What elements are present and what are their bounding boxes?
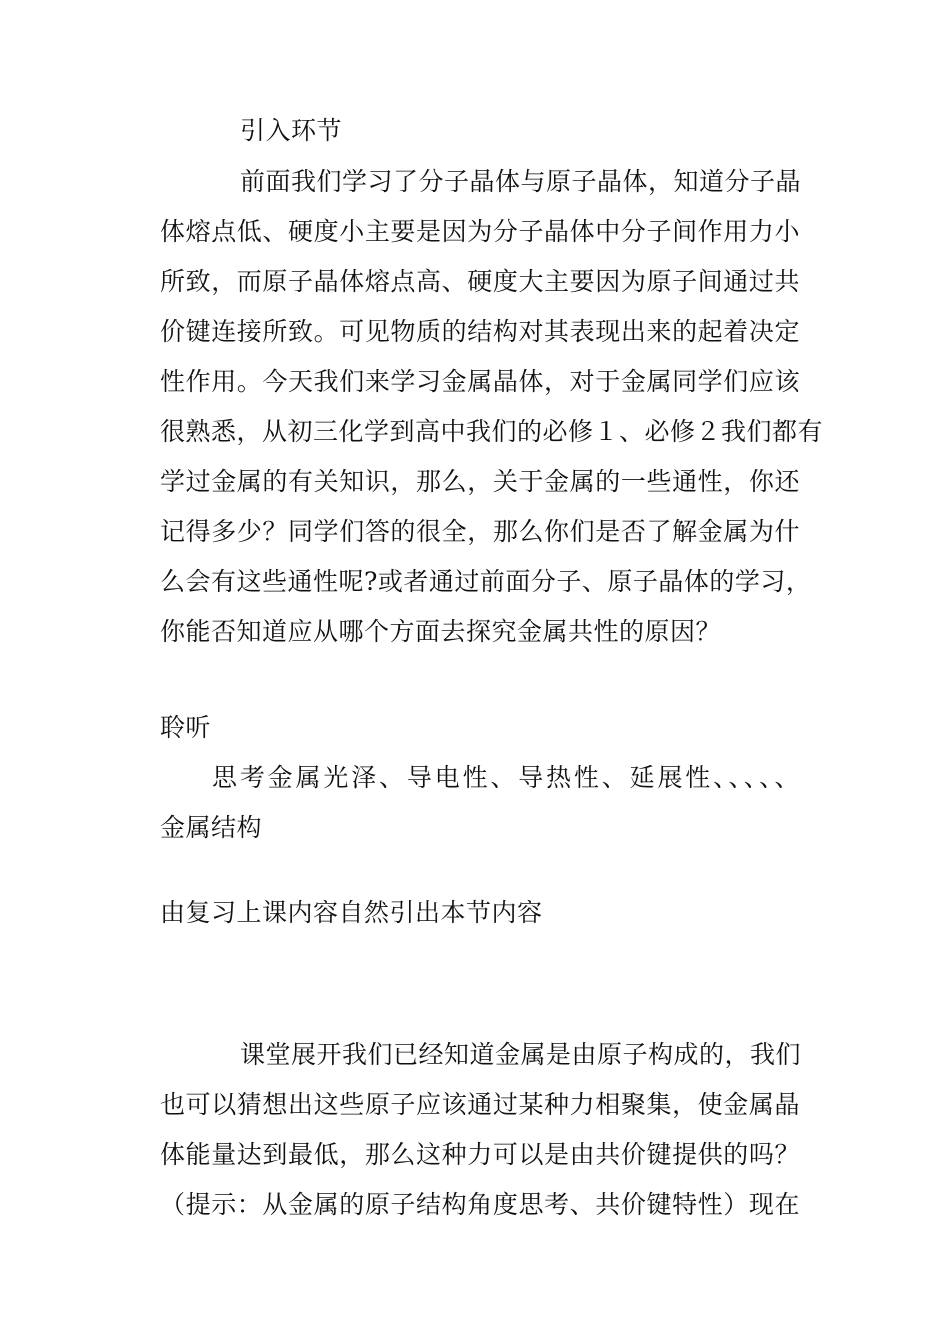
intro-line: 所致，而原子晶体熔点高、硬度大主要因为原子间通过共 bbox=[160, 267, 800, 296]
intro-line: 你能否知道应从哪个方面去探究金属共性的原因？ bbox=[160, 617, 722, 646]
think-line: 思考金属光泽、导电性、导热性、延展性、、、、、 bbox=[212, 763, 800, 792]
listen-label: 聆听 bbox=[160, 713, 212, 742]
intro-line: 价键连接所致。可见物质的结构对其表现出来的起着决定 bbox=[160, 317, 800, 346]
class-paragraph bbox=[160, 1030, 800, 1230]
review-note: 由复习上课内容自然引出本节内容 bbox=[160, 898, 543, 927]
listen-block bbox=[160, 703, 800, 753]
section-heading: 引入环节 bbox=[240, 116, 343, 145]
intro-line: 学过金属的有关知识，那么，关于金属的一些通性，你还 bbox=[160, 467, 800, 496]
class-line: 课堂展开我们已经知道金属是由原子构成的，我们 bbox=[240, 1040, 802, 1069]
intro-line: 前面我们学习了分子晶体与原子晶体，知道分子晶 bbox=[240, 167, 802, 196]
class-line: 也可以猜想出这些原子应该通过某种力相聚集，使金属晶 bbox=[160, 1090, 800, 1119]
review-note-block bbox=[160, 888, 800, 938]
think-line: 金属结构 bbox=[160, 813, 263, 842]
class-line: （提示：从金属的原子结构角度思考、共价键特性）现在 bbox=[160, 1190, 800, 1219]
class-line: 体能量达到最低，那么这种力可以是由共价键提供的吗？ bbox=[160, 1140, 800, 1169]
intro-line: 性作用。今天我们来学习金属晶体，对于金属同学们应该 bbox=[160, 367, 800, 396]
intro-line: 体熔点低、硬度小主要是因为分子晶体中分子间作用力小 bbox=[160, 217, 800, 246]
intro-paragraph bbox=[160, 157, 824, 657]
think-block bbox=[160, 753, 800, 853]
intro-line: 记得多少？同学们答的很全，那么你们是否了解金属为什 bbox=[160, 517, 800, 546]
section-heading-block bbox=[160, 106, 800, 156]
intro-line: 么会有这些通性呢?或者通过前面分子、原子晶体的学习， bbox=[160, 567, 812, 596]
intro-line: 很熟悉，从初三化学到高中我们的必修１、必修２我们都有 bbox=[160, 417, 824, 446]
